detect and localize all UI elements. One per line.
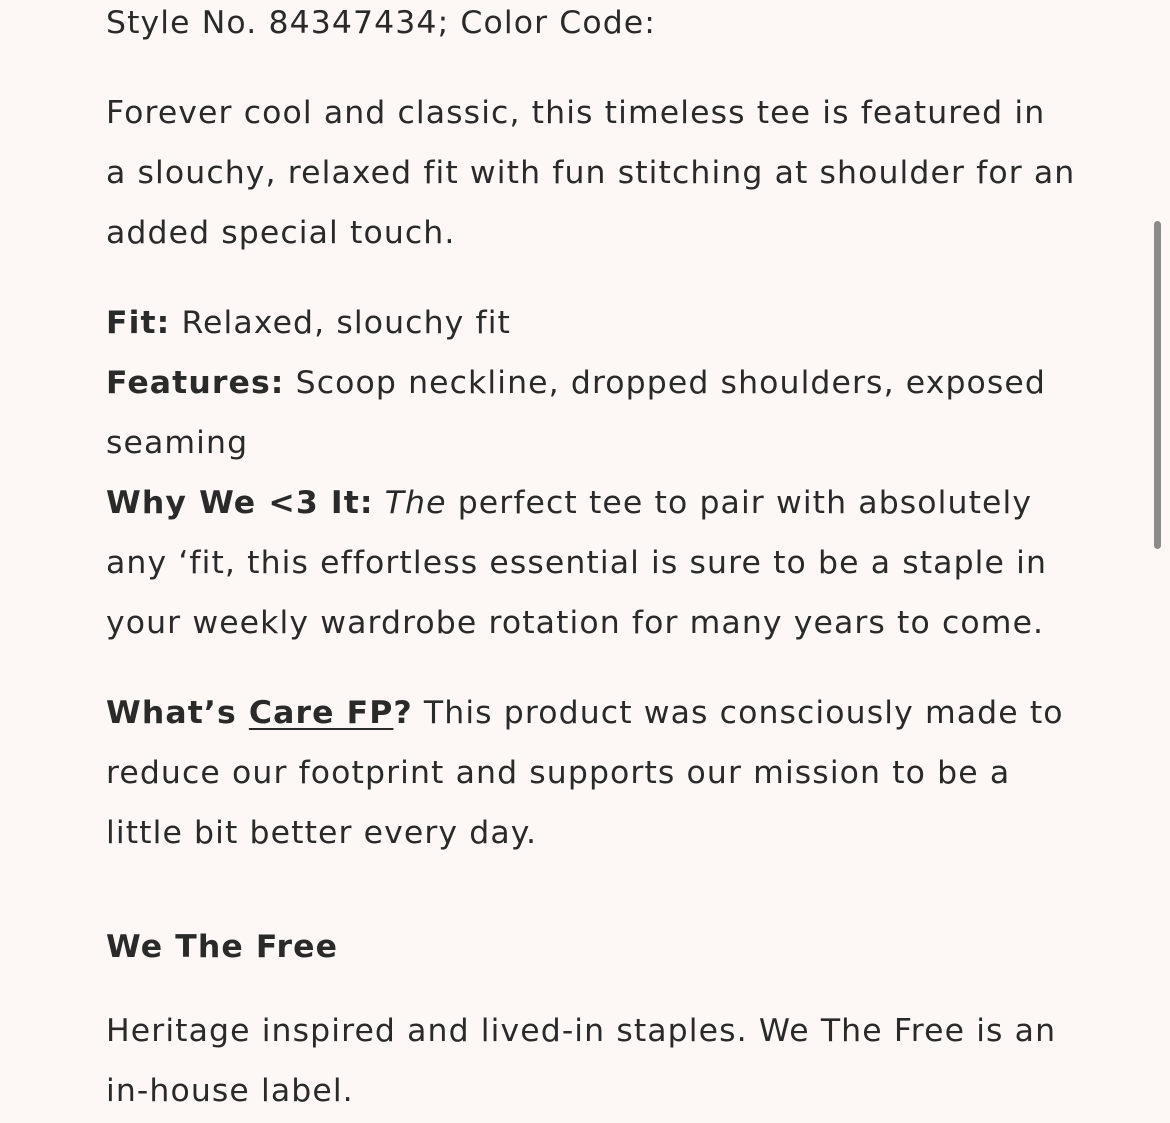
why-italic-word: The — [384, 485, 447, 521]
style-number-line: Style No. 84347434; Color Code: — [106, 5, 657, 41]
features-label: Features: — [106, 365, 285, 401]
fit-label: Fit: — [106, 305, 171, 341]
why-we-love-it-value: perfect tee to pair with absolutely any ‘fit, this effortless essential is sure to be a staple in your weekly wardrobe rotation for many years to come. — [106, 485, 1048, 641]
care-text: This product was consciously made to reduce our footprint and supports our mission to be a little bit better every day. — [106, 695, 1064, 851]
why-we-love-it-label: Why We <3 It: — [106, 485, 374, 521]
brand-description: Heritage inspired and lived-in staples. We The Free is an in-house label. — [106, 1013, 1057, 1109]
brand-heading: We The Free — [106, 929, 339, 965]
product-description: Forever cool and classic, this timeless tee is featured in a slouchy, relaxed fit with fun stitching at shoulder for an added special touch. — [106, 95, 1076, 251]
product-attributes — [106, 293, 1076, 653]
features-value: Scoop neckline, dropped shoulders, exposed seaming — [106, 365, 1047, 461]
care-fp-paragraph — [106, 683, 1076, 863]
care-fp-link[interactable]: Care FP — [248, 695, 394, 731]
care-suffix: ? — [393, 695, 413, 731]
scrollbar-thumb[interactable] — [1154, 221, 1161, 549]
fit-value: Relaxed, slouchy fit — [170, 305, 511, 341]
care-prefix: What’s — [106, 695, 249, 731]
